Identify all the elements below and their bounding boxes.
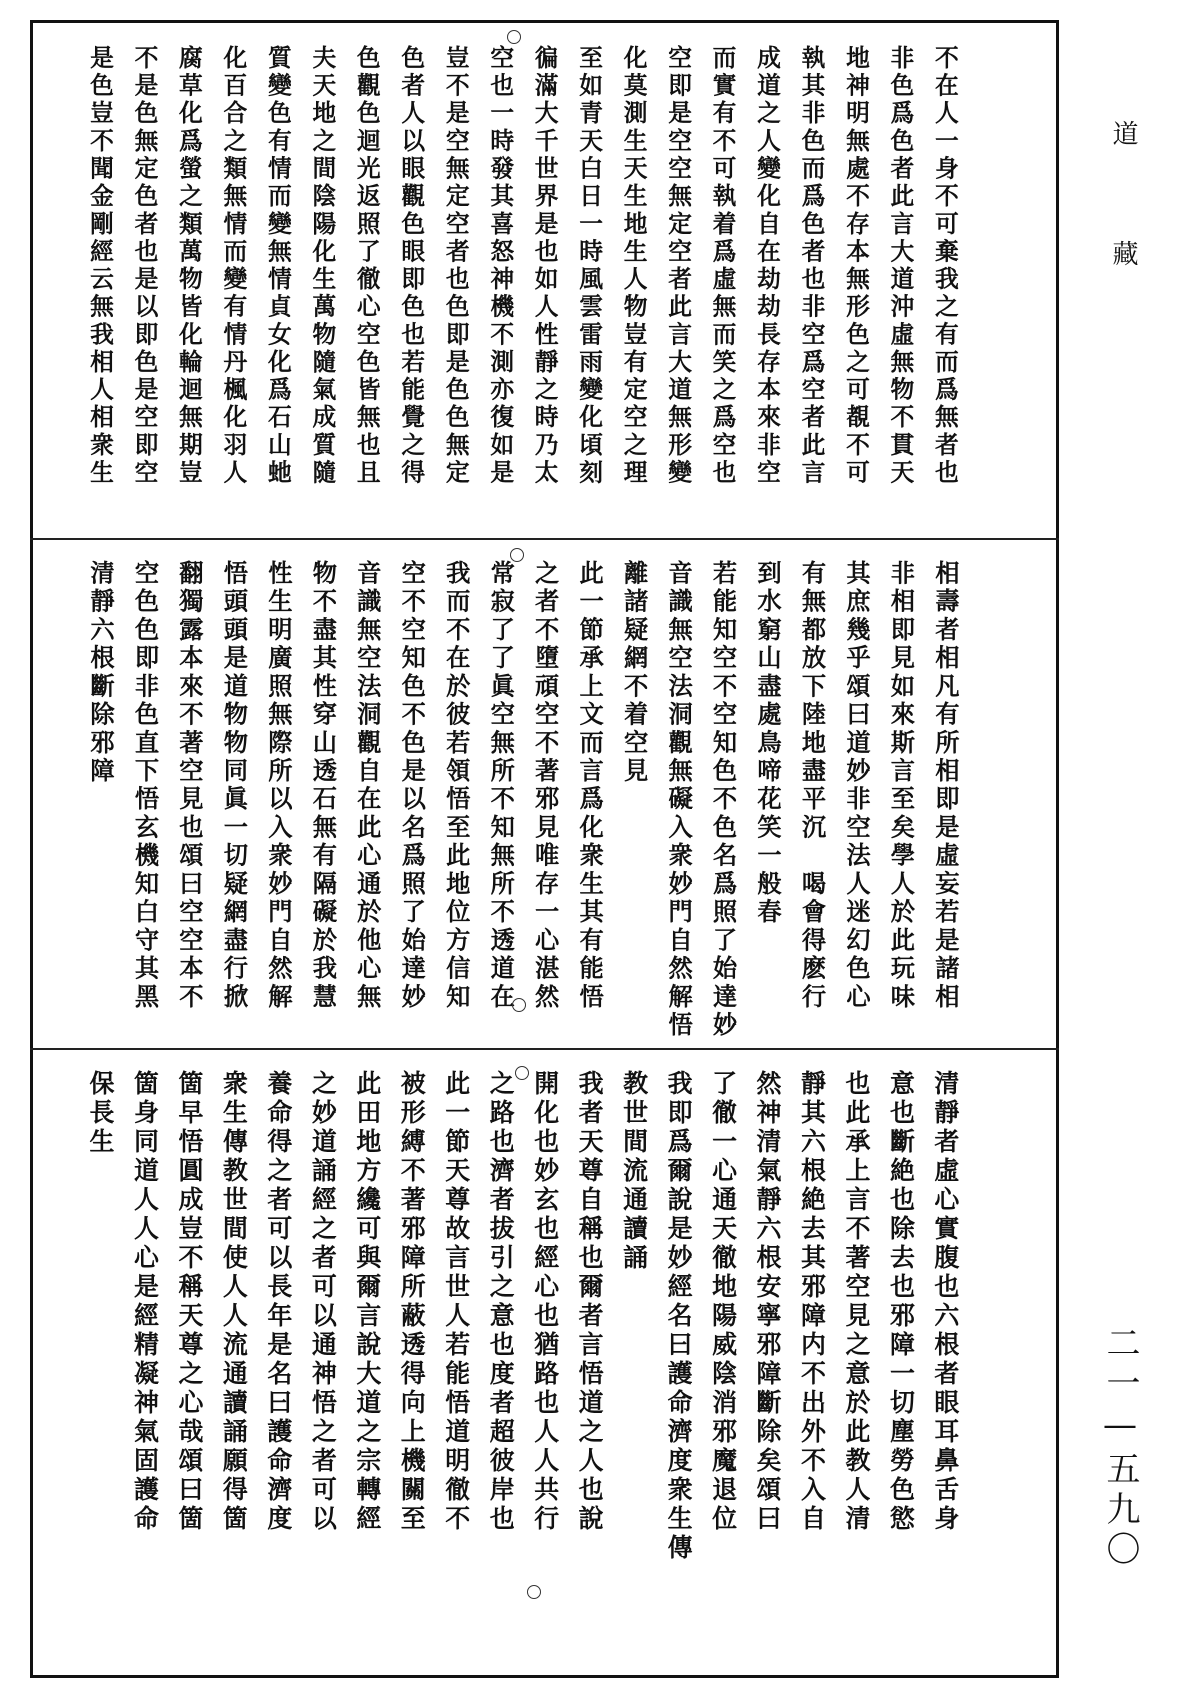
text-column: 教世間流通讀誦 [619, 1070, 649, 1273]
text-column: 衆生傳教世間使人人流通讀誦願得箇 [219, 1070, 249, 1534]
text-column: 清靜者虛心實腹也六根者眼耳鼻舌身 [930, 1070, 960, 1534]
text-column: 靜其六根絶去其邪障内不出外不入自 [797, 1070, 827, 1534]
text-column: 到水窮山盡處鳥啼花笑一般春 [753, 560, 783, 928]
text-column: 地神明無處不存本無形色之可覩不可 [841, 45, 870, 488]
text-column: 翻獨露本來不著空見也頌曰空空本不 [174, 560, 204, 1012]
register-bottom [80, 1070, 965, 1670]
text-column: 物不盡其性穿山透石無有隔礙於我慧 [308, 560, 338, 1012]
text-column: 性生明廣照無際所以入衆妙門自然解 [263, 560, 293, 1012]
text-column: 若能知空不空知色不色名爲照了始達妙 [708, 560, 738, 1040]
punctuation-circle [527, 1585, 541, 1599]
text-column: 質變色有情而變無情貞女化爲石山虵 [263, 45, 292, 488]
text-column: 之路也濟者拔引之意也度者超彼岸也 [486, 1070, 516, 1534]
text-column: 其庶幾乎頌曰道妙非空法人迷幻色心 [841, 560, 871, 1012]
punctuation-circle [507, 30, 521, 44]
text-column: 空即是空空無定空者此言大道無形變 [664, 45, 693, 488]
text-column: 常寂了了眞空無所不知無所不透道在 [486, 560, 516, 1012]
text-column: 悟頭頭是道物物同眞一切疑網盡行掀 [219, 560, 249, 1012]
text-column: 化莫測生天生地生人物豈有定空之理 [619, 45, 648, 488]
text-column: 而實有不可執着爲虛無而笑之爲空也 [708, 45, 737, 488]
text-column: 了徹一心通天徹地陽威陰消邪魔退位 [708, 1070, 738, 1534]
text-column: 意也斷絶也除去也邪障一切塵勞色慾 [886, 1070, 916, 1534]
text-column: 然神清氣靜六根安寧邪障斷除矣頌曰 [753, 1070, 783, 1534]
text-column: 保長生 [86, 1070, 115, 1157]
text-column: 音識無空法洞觀自在此心通於他心無 [352, 560, 382, 1012]
text-column: 音識無空法洞觀無礙入衆妙門自然解悟 [664, 560, 694, 1040]
text-column: 有無都放下陸地盡平沉 喝會得麽行 [797, 560, 827, 1012]
text-column: 我而不在於彼若領悟至此地位方信知 [441, 560, 471, 1012]
text-column: 被形縛不著邪障所蔽透得向上機關至 [397, 1070, 427, 1534]
text-column: 離諸疑網不着空見 [619, 560, 649, 786]
punctuation-circle [510, 548, 524, 562]
text-column: 此一節承上文而言爲化衆生其有能悟 [575, 560, 605, 1012]
punctuation-circle [512, 998, 526, 1012]
text-column: 色者人以眼觀色眼即色也若能覺之得 [397, 45, 426, 488]
text-column: 成道之人變化自在劫劫長存本來非空 [753, 45, 782, 488]
page-number: 二一—五九〇 [1100, 1325, 1140, 1571]
register-top [80, 45, 965, 515]
text-column: 此一節天尊故言世人若能悟道明徹不 [441, 1070, 471, 1534]
text-column: 相壽者相凡有所相即是虛妄若是諸相 [930, 560, 960, 1012]
text-column: 非色爲色者此言大道沖虛無物不貫天 [886, 45, 915, 488]
text-column: 之者不墮頑空不著邪見唯存一心湛然 [530, 560, 560, 1012]
collection-label-bottom: 藏 [1108, 240, 1138, 266]
text-column: 箇身同道人人心是經精凝神氣固護命 [130, 1070, 160, 1534]
text-column: 化百合之類無情而變有情丹楓化羽人 [219, 45, 248, 488]
punctuation-circle [515, 1066, 529, 1080]
text-column: 之妙道誦經之者可以通神悟之者可以 [308, 1070, 338, 1534]
text-column: 不是色無定色者也是以即色是空即空 [130, 45, 159, 488]
text-column: 我即爲爾說是妙經名曰護命濟度衆生傳 [664, 1070, 694, 1563]
text-column: 我者天尊自稱也爾者言悟道之人也說 [575, 1070, 605, 1534]
text-column: 徧滿大千世界是也如人性靜之時乃太 [530, 45, 559, 488]
text-column: 空也一時發其喜怒神機不測亦復如是 [486, 45, 515, 488]
text-column: 腐草化爲螢之類萬物皆化輪迴無期豈 [174, 45, 203, 488]
text-column: 不在人一身不可棄我之有而爲無者也 [930, 45, 959, 488]
text-column: 非相即見如來斯言至矣學人於此玩味 [886, 560, 916, 1012]
text-column: 色觀色迴光返照了徹心空色皆無也且 [352, 45, 381, 488]
text-column: 也此承上言不著空見之意於此教人清 [841, 1070, 871, 1534]
text-column: 執其非色而爲色者也非空爲空者此言 [797, 45, 826, 488]
text-column: 開化也妙玄也經心也猶路也人人共行 [530, 1070, 560, 1534]
register-divider-upper [30, 538, 1059, 540]
text-column: 是色豈不聞金剛經云無我相人相衆生 [86, 45, 114, 488]
collection-label-top: 道 [1108, 120, 1138, 146]
text-column: 至如青天白日一時風雲雷雨變化頃刻 [575, 45, 604, 488]
text-column: 此田地方纔可與爾言說大道之宗轉經 [352, 1070, 382, 1534]
text-column: 豈不是空無定空者也色即是色色無定 [441, 45, 470, 488]
text-column: 夫天地之間陰陽化生萬物隨氣成質隨 [308, 45, 337, 488]
register-middle [80, 560, 965, 1040]
text-column: 空色色即非色直下悟玄機知白守其黑 [130, 560, 160, 1012]
text-column: 箇早悟圓成豈不稱天尊之心哉頌曰箇 [174, 1070, 204, 1534]
text-column: 養命得之者可以長年是名曰護命濟度 [263, 1070, 293, 1534]
text-column: 空不空知色不色是以名爲照了始達妙 [397, 560, 427, 1012]
register-divider-lower [30, 1048, 1059, 1050]
text-column: 清靜六根斷除邪障 [86, 560, 115, 786]
